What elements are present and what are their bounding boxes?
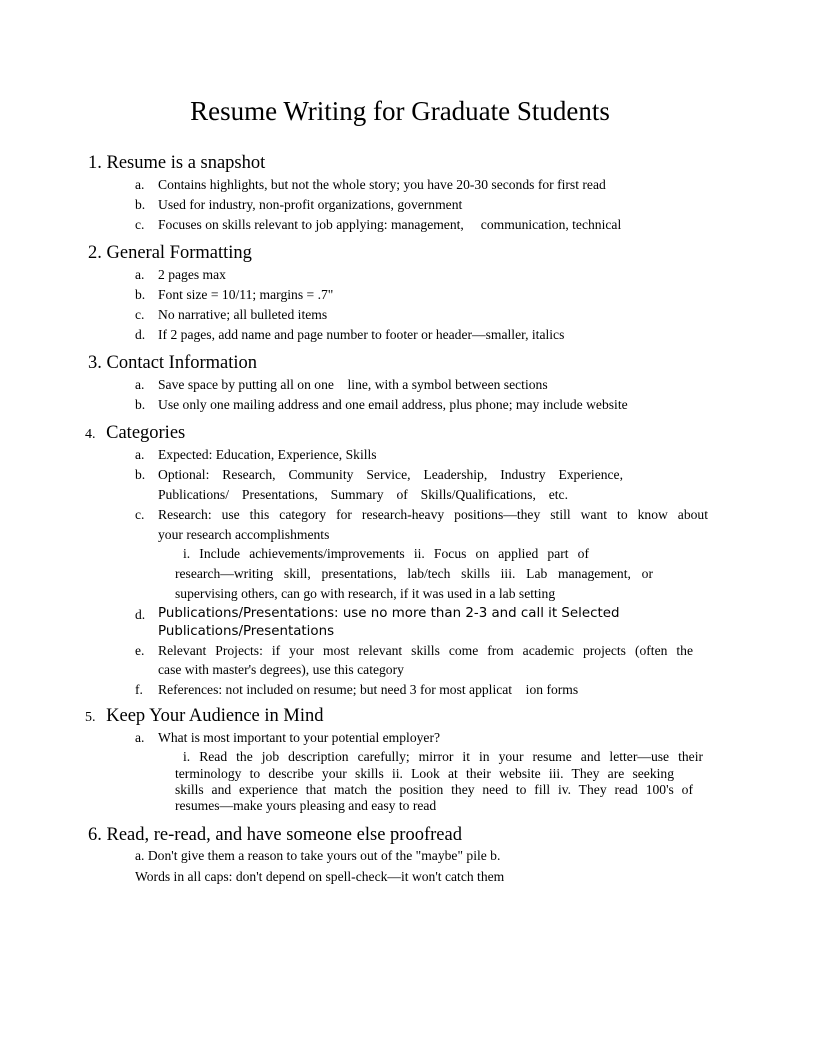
item-marker: d. bbox=[135, 607, 146, 622]
section-number: 5. bbox=[85, 710, 96, 725]
section-heading-3 bbox=[88, 352, 257, 374]
section-title: General Formatting bbox=[106, 243, 252, 263]
item-text: Contains highlights, but not the whole story; you have 20-30 seconds for first read bbox=[158, 177, 606, 192]
item-text: If 2 pages, add name and page number to footer or header—smaller, italics bbox=[158, 327, 565, 342]
item-text: 2 pages max bbox=[158, 267, 226, 282]
section-title: Categories bbox=[106, 423, 186, 443]
item-marker: b. bbox=[135, 467, 146, 482]
item-marker: a. bbox=[135, 447, 145, 462]
subitem-line: i. Read the job description carefully; mirror it in your resume and letter—use their bbox=[183, 749, 703, 764]
item-marker: e. bbox=[135, 643, 145, 658]
item-text-line: Research: use this category for research-heavy positions—they still want to know about bbox=[158, 507, 708, 522]
item-text: Used for industry, non-profit organizations, government bbox=[158, 197, 463, 212]
section-heading-6 bbox=[88, 824, 462, 846]
subitem-line: i. Include achievements/improvements ii. Focus on applied part of bbox=[183, 546, 589, 561]
item-marker: a. bbox=[135, 377, 145, 392]
section-title: Read, re-read, and have someone else proofread bbox=[106, 825, 462, 845]
item-marker: d. bbox=[135, 327, 146, 342]
item-text: Focuses on skills relevant to job applying: management, communication, technical bbox=[158, 217, 622, 232]
item-marker: c. bbox=[135, 217, 145, 232]
item-text-line: Relevant Projects: if your most relevant skills come from academic projects (often the bbox=[158, 643, 693, 658]
item-text: What is most important to your potential employer? bbox=[158, 730, 441, 745]
section-heading-5 bbox=[85, 705, 323, 729]
section-heading-1 bbox=[88, 152, 265, 174]
section-number: 1. bbox=[88, 153, 102, 173]
item-text-line: case with master's degrees), use this category bbox=[158, 662, 404, 677]
item-text-line: Words in all caps: don't depend on spell-check—it won't catch them bbox=[135, 869, 505, 884]
page-title: Resume Writing for Graduate Students bbox=[190, 96, 610, 126]
subitem-line: research—writing skill, presentations, lab/tech skills iii. Lab management, or bbox=[175, 566, 653, 581]
item-text-line: your research accomplishments bbox=[158, 527, 330, 542]
subitem-line: supervising others, can go with research, if it was used in a lab setting bbox=[175, 586, 556, 601]
item-text: No narrative; all bulleted items bbox=[158, 307, 328, 322]
section-heading-4 bbox=[85, 422, 185, 446]
item-text: Save space by putting all on one line, with a symbol between sections bbox=[158, 377, 548, 392]
item-marker: a. bbox=[135, 730, 145, 745]
section-number: 4. bbox=[85, 427, 96, 442]
item-marker: f. bbox=[135, 682, 143, 697]
item-marker: b. bbox=[135, 197, 146, 212]
item-text-line: a. Don't give them a reason to take yours out of the "maybe" pile b. bbox=[135, 848, 501, 863]
subitem-line: resumes—make yours pleasing and easy to read bbox=[175, 798, 437, 813]
section-title: Contact Information bbox=[106, 353, 258, 373]
item-text: References: not included on resume; but need 3 for most applicat ion forms bbox=[158, 682, 579, 697]
subitem-line: terminology to describe your skills ii. Look at their website iii. They are seeking bbox=[175, 766, 674, 781]
item-marker: c. bbox=[135, 307, 145, 322]
section-title: Resume is a snapshot bbox=[106, 153, 266, 173]
item-text-line: Publications/Presentations bbox=[158, 624, 335, 639]
item-marker: b. bbox=[135, 397, 146, 412]
item-text-line: Publications/Presentations: use no more than 2-3 and call it Selected bbox=[158, 606, 620, 621]
section-number: 3. bbox=[88, 353, 102, 373]
item-text: Expected: Education, Experience, Skills bbox=[158, 447, 377, 462]
section-number: 6. bbox=[88, 825, 102, 845]
section-number: 2. bbox=[88, 243, 102, 263]
item-marker: a. bbox=[135, 267, 145, 282]
item-text-line: Publications/ Presentations, Summary of Skills/Qualifications, etc. bbox=[158, 487, 568, 502]
item-text: Font size = 10/11; margins = .7" bbox=[158, 287, 334, 302]
section-heading-2 bbox=[88, 242, 252, 264]
section-title: Keep Your Audience in Mind bbox=[106, 706, 324, 726]
item-marker: c. bbox=[135, 507, 145, 522]
item-marker: a. bbox=[135, 177, 145, 192]
item-marker: b. bbox=[135, 287, 146, 302]
subitem-line: skills and experience that match the position they need to fill iv. They read 100's of bbox=[175, 782, 693, 797]
item-text-line: Optional: Research, Community Service, Leadership, Industry Experience, bbox=[158, 467, 623, 482]
item-text: Use only one mailing address and one email address, plus phone; may include website bbox=[158, 397, 628, 412]
